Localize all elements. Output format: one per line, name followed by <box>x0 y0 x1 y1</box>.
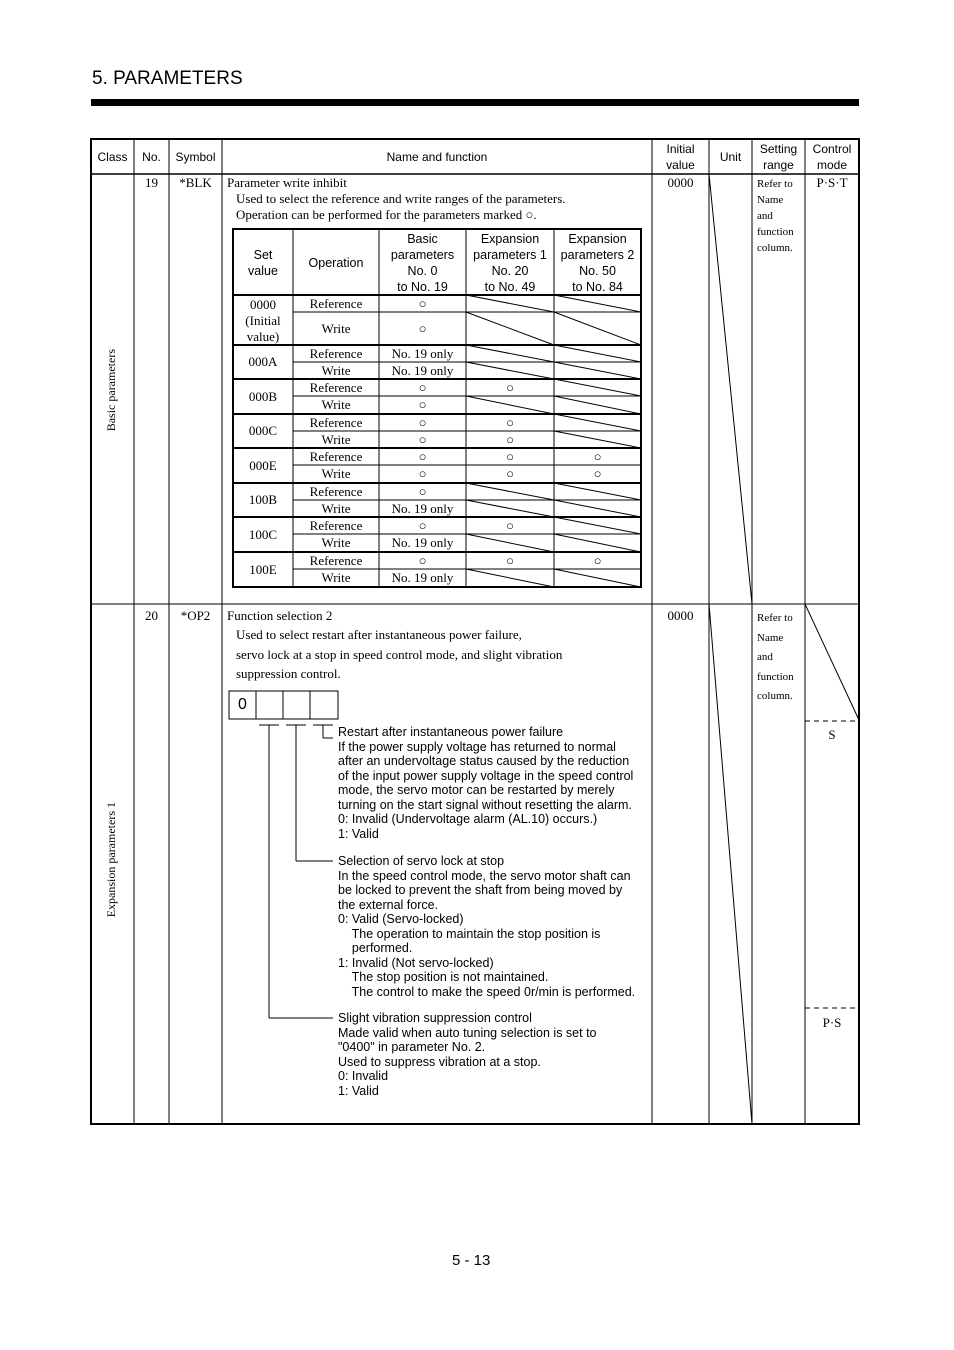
blk-operation-cell: Write <box>321 397 351 412</box>
setting-blk-line: column. <box>757 242 793 254</box>
setting-blk-line: Refer to <box>757 178 793 190</box>
chapter-title: 5. PARAMETERS <box>92 68 243 89</box>
blk-access-cell: ○ <box>506 517 514 533</box>
blk-header-set-line2: value <box>248 263 278 278</box>
blk-header-exp2-line: No. 50 <box>579 263 616 278</box>
blk-operation-cell: Reference <box>309 517 363 533</box>
blk-access-cell: No. 19 only <box>391 345 454 361</box>
blk-header-exp2-line: to No. 84 <box>572 279 623 294</box>
blk-access-cell: ○ <box>593 552 602 568</box>
blk-access-cell: ○ <box>506 466 514 481</box>
blk-operation-cell: Write <box>321 466 351 481</box>
blk-access-cell: ○ <box>506 431 514 447</box>
setting-blk-line: Name <box>757 194 784 206</box>
blk-operation-cell: Reference <box>309 295 363 311</box>
blk-access-cell: ○ <box>418 552 427 568</box>
blk-access-cell: ○ <box>506 448 514 464</box>
blk-access-cell: ○ <box>418 483 427 499</box>
blk-header-exp1-line: No. 20 <box>491 263 529 278</box>
param-no-19: 19 <box>145 175 158 190</box>
blk-access-cell: No. 19 only <box>391 500 454 516</box>
blk-header-basic-line: to No. 19 <box>397 279 448 294</box>
op2-block-restart: Restart after instantaneous power failure If the power supply voltage has returned to normal after an undervoltage status caused by the reduction of the input power supply voltage in the speed control mode, the servo motor can be restarted by merely turning on the start signal without resetting the alarm. 0: Invalid (Undervoltage alarm (AL.10) occurs.) 1: Valid <box>338 725 634 841</box>
blk-access-cell: ○ <box>418 295 427 311</box>
setting-op2-line: and <box>757 651 773 663</box>
blk-header-basic-line: No. 0 <box>407 263 438 278</box>
param-desc-blk-mark: ○. <box>525 207 537 222</box>
param-title-op2: Function selection 2 <box>227 608 333 623</box>
blk-operation-cell: Reference <box>309 483 363 499</box>
header-unit: Unit <box>719 150 742 164</box>
blk-operation-cell: Write <box>321 535 351 550</box>
param-desc-blk-1: Used to select the reference and write ranges of the parameters. <box>236 191 566 206</box>
header-setting-line2: range <box>763 158 794 172</box>
param-desc-op2-2: servo lock at a stop in speed control mode, and slight vibration <box>236 647 563 662</box>
setting-op2-line: column. <box>757 690 793 702</box>
setting-op2-line: Refer to <box>757 612 793 624</box>
blk-set-line: value) <box>246 328 280 344</box>
param-desc-op2-1: Used to select restart after instantaneous power failure, <box>236 627 522 642</box>
setting-op2-line: Name <box>757 631 784 644</box>
param-title-blk: Parameter write inhibit <box>227 175 347 190</box>
header-control-line2: mode <box>816 158 848 172</box>
blk-access-cell: ○ <box>418 517 427 533</box>
op2-block-vibration: Slight vibration suppression control Made valid when auto tuning selection is set to "0400" in parameter No. 2. Used to suppress vibration at a stop. 0: Invalid 1: Valid <box>338 1011 597 1098</box>
setting-blk-line: and <box>757 210 773 222</box>
class-expansion-parameters-1: Expansion parameters 1 <box>104 802 118 918</box>
blk-access-cell: No. 19 only <box>391 570 454 585</box>
param-symbol-op2: *OP2 <box>180 608 211 623</box>
header-initial-line1: Initial <box>666 142 695 156</box>
setting-op2-line: function <box>757 670 794 683</box>
blk-access-cell: ○ <box>418 431 427 447</box>
blk-operation-cell: Reference <box>309 414 363 430</box>
param-desc-op2-3: suppression control. <box>236 666 341 681</box>
initial-value-blk: 0000 <box>667 175 694 190</box>
blk-access-cell: ○ <box>418 466 427 481</box>
blk-access-cell: No. 19 only <box>391 535 454 550</box>
blk-set-000a: 000A <box>248 354 278 369</box>
blk-operation-cell: Write <box>321 431 351 447</box>
blk-set-100e: 100E <box>249 561 277 577</box>
blk-access-cell: ○ <box>418 397 427 412</box>
header-initial-line2: value <box>666 158 695 172</box>
param-symbol-blk: *BLK <box>179 175 212 190</box>
blk-access-cell: ○ <box>506 414 514 430</box>
op2-digit-0: 0 <box>238 696 247 713</box>
blk-header-operation: Operation <box>308 255 364 270</box>
blk-access-cell: ○ <box>418 379 427 395</box>
blk-set-000b: 000B <box>248 388 278 404</box>
class-basic-parameters: Basic parameters <box>104 348 118 432</box>
blk-operation-cell: Reference <box>309 552 363 568</box>
param-desc-blk-2-text: Operation can be performed for the parameters marked <box>236 207 523 222</box>
blk-operation-cell: Reference <box>309 379 363 395</box>
blk-header-set-line1: Set <box>253 247 273 262</box>
blk-access-cell: No. 19 only <box>391 362 454 378</box>
param-no-20: 20 <box>145 608 158 623</box>
blk-operation-cell: Reference <box>309 448 363 464</box>
blk-header-basic-line: parameters <box>390 247 455 262</box>
blk-operation-cell: Write <box>321 362 351 378</box>
blk-access-cell: ○ <box>418 414 427 430</box>
control-mode-blk: P·S·T <box>816 175 848 190</box>
header-setting-line1: Setting <box>759 142 798 156</box>
blk-access-cell: ○ <box>418 448 427 464</box>
blk-set-line: 0000 <box>250 296 276 312</box>
header-class: Class <box>97 150 128 164</box>
blk-operation-cell: Reference <box>309 345 363 361</box>
blk-set-line: (Initial <box>245 312 281 328</box>
initial-value-op2: 0000 <box>667 608 694 623</box>
header-symbol: Symbol <box>175 150 216 164</box>
blk-access-cell: ○ <box>506 379 514 395</box>
blk-header-exp1-line: parameters 1 <box>473 247 547 262</box>
blk-access-cell: ○ <box>593 466 602 481</box>
header-no: No. <box>142 150 161 164</box>
control-mode-ps: P·S <box>822 1015 842 1030</box>
blk-header-exp1-line: Expansion <box>480 231 540 246</box>
blk-header-exp1-line: to No. 49 <box>484 279 536 294</box>
blk-set-000e: 000E <box>249 457 277 473</box>
header-name-function: Name and function <box>386 150 488 164</box>
blk-header-basic-line: Basic <box>407 231 438 246</box>
op2-block-servo-lock: Selection of servo lock at stop In the speed control mode, the servo motor shaft can be locked to prevent the shaft from being moved by the external force. 0: Valid (Servo-locked) The operation to maintain the stop position is performed. 1: Invalid (Not servo-locked) The stop position is not maintained. The control to make the speed 0r/min is performed. <box>338 854 636 999</box>
setting-blk-line: function <box>757 226 794 238</box>
blk-header-exp2-line: Expansion <box>568 231 627 246</box>
blk-set-000c: 000C <box>248 423 278 438</box>
blk-access-cell: ○ <box>418 320 427 336</box>
blk-access-cell: ○ <box>506 552 514 568</box>
page-number: 5 - 13 <box>452 1252 491 1269</box>
blk-operation-cell: Write <box>321 500 351 516</box>
header-control-line1: Control <box>812 142 852 156</box>
blk-access-cell: ○ <box>593 448 602 464</box>
blk-set-100c: 100C <box>248 526 278 542</box>
blk-operation-cell: Write <box>321 570 351 585</box>
control-mode-s: S <box>828 727 836 742</box>
blk-set-100b: 100B <box>248 492 278 507</box>
blk-header-exp2-line: parameters 2 <box>560 247 635 262</box>
blk-operation-cell: Write <box>321 320 351 336</box>
